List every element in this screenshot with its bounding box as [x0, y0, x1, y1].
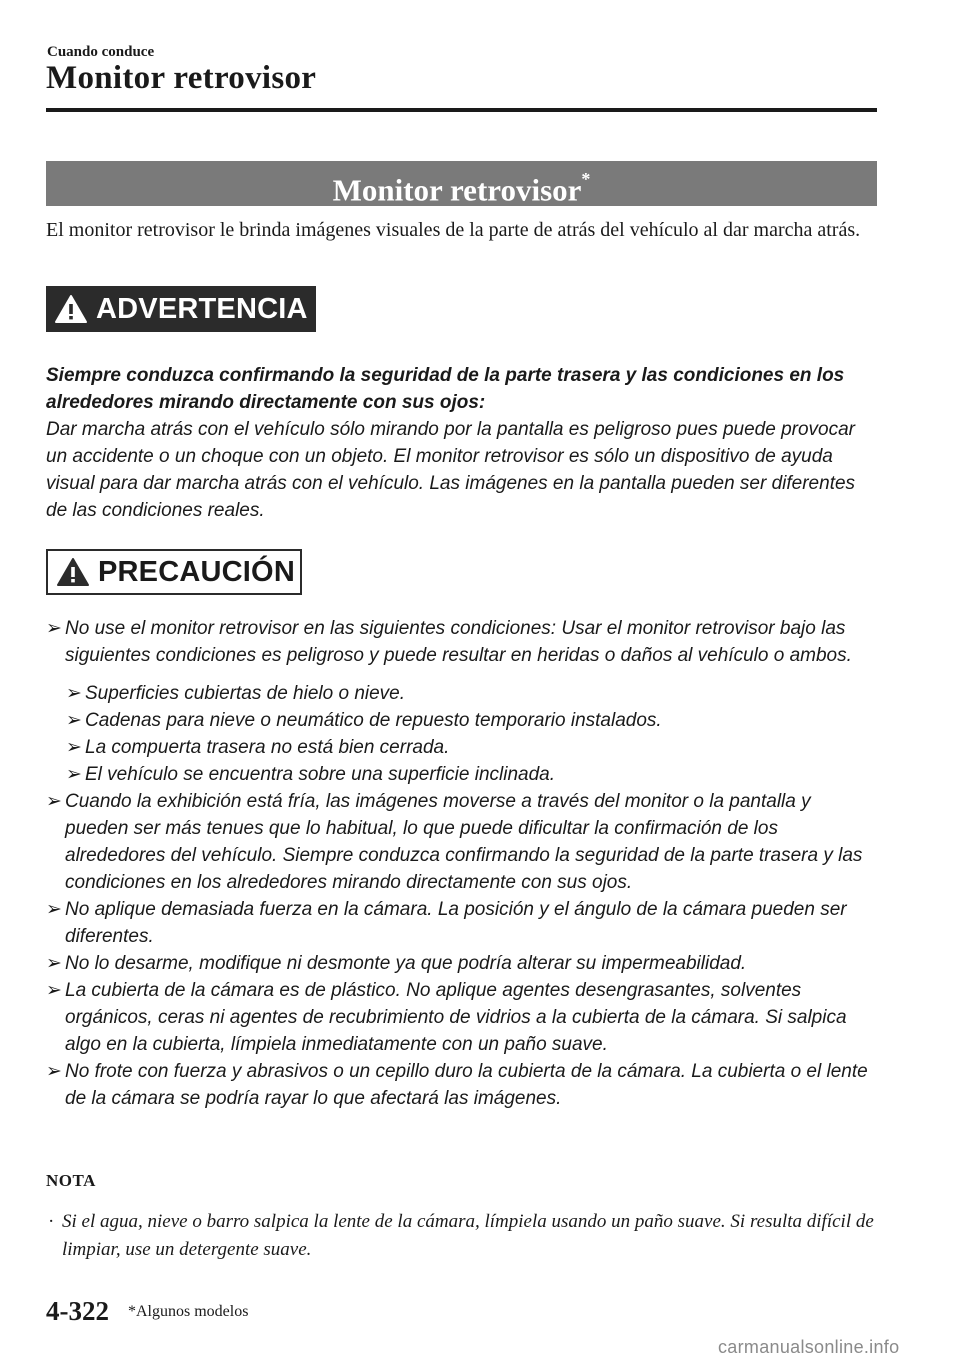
caution-item — [46, 615, 876, 669]
caution-item-text: No lo desarme, modifique ni desmonte ya que podría alterar su impermeabilidad. — [65, 953, 747, 974]
caution-item-text: No aplique demasiada fuerza en la cámara. La posición y el ángulo de la cámara pueden ser diferentes. — [65, 899, 847, 947]
spacer — [46, 669, 876, 680]
warning-label: ADVERTENCIA — [96, 292, 308, 325]
arrowhead-bullet-icon: ➢ — [46, 791, 62, 812]
caution-subitem-text: El vehículo se encuentra sobre una superficie inclinada. — [85, 764, 556, 785]
warning-banner — [46, 286, 316, 332]
caution-item — [46, 1058, 876, 1112]
caution-subitem — [66, 761, 876, 788]
warning-body: Dar marcha atrás con el vehículo sólo mirando por la pantalla es peligroso pues puede provocar un accidente o un choque con un objeto. El monitor retrovisor es sólo un dispositivo de ayuda visual para dar marcha atrás con el vehículo. Las imágenes en la pantalla pueden ser diferentes de las condiciones reales. — [46, 419, 856, 521]
arrowhead-bullet-icon: ➢ — [66, 764, 82, 785]
warning-text — [46, 362, 876, 524]
title-text: Monitor retrovisor — [332, 172, 582, 208]
caution-subitem — [66, 680, 876, 707]
title-marker: * — [581, 169, 591, 189]
intro-paragraph: El monitor retrovisor le brinda imágenes visuales de la parte de atrás del vehículo al dar marcha atrás. — [46, 219, 861, 241]
warning-triangle-icon — [54, 294, 88, 324]
watermark: carmanualsonline.info — [718, 1337, 900, 1357]
caution-subitem-text: Cadenas para nieve o neumático de repuesto temporario instalados. — [85, 710, 662, 731]
caution-item-text: Cuando la exhibición está fría, las imágenes moverse a través del monitor o la pantalla y pueden ser más tenues que lo habitual, lo que puede dificultar la confirmación de los alrededores del vehículo. Siempre conduzca confirmando la seguridad de la parte trasera y las condiciones en los alrededores mirando directamente con sus ojos. — [65, 791, 863, 893]
arrowhead-bullet-icon: ➢ — [46, 980, 62, 1001]
caution-subitem — [66, 707, 876, 734]
arrowhead-bullet-icon: ➢ — [66, 683, 82, 704]
caution-subitem-text: La compuerta trasera no está bien cerrada. — [85, 737, 450, 758]
header-rule — [46, 108, 877, 112]
caution-banner — [46, 549, 302, 595]
note-body: Si el agua, nieve o barro salpica la lente de la cámara, límpiela usando un paño suave. Si resulta difícil de limpiar, use un detergente suave. — [62, 1211, 874, 1260]
arrowhead-bullet-icon: ➢ — [66, 710, 82, 731]
caution-item-text: No use el monitor retrovisor en las siguientes condiciones: Usar el monitor retrovisor bajo las siguientes condiciones es peligroso y puede resultar en heridas o daños al vehículo o ambos. — [65, 618, 852, 666]
arrowhead-bullet-icon: ➢ — [46, 1061, 62, 1082]
caution-item — [46, 977, 876, 1058]
caution-item — [46, 950, 876, 977]
note-label: NOTA — [46, 1171, 96, 1190]
caution-label: PRECAUCIÓN — [98, 555, 295, 588]
caution-item — [46, 896, 876, 950]
caution-triangle-icon — [56, 557, 90, 587]
page-number: 4-322 — [46, 1296, 109, 1326]
caution-subitem-text: Superficies cubiertas de hielo o nieve. — [85, 683, 406, 704]
chapter-title: Monitor retrovisor — [46, 60, 317, 96]
footnote: *Algunos modelos — [128, 1303, 249, 1320]
arrowhead-bullet-icon: ➢ — [46, 899, 62, 920]
warning-heading: Siempre conduzca confirmando la seguridad de la parte trasera y las condiciones en los alrededores mirando directamente con sus ojos: — [46, 365, 845, 413]
caution-subitem — [66, 734, 876, 761]
caution-list — [46, 615, 876, 1112]
caution-item-text: La cubierta de la cámara es de plástico. No aplique agentes desengrasantes, solventes orgánicos, ceras ni agentes de recubrimiento de vidrios a la cubierta de la cámara. Si salpica algo en la cubierta, límpiela inmediatamente con un paño suave. — [65, 980, 847, 1055]
section-label: Cuando conduce — [47, 44, 155, 60]
arrowhead-bullet-icon: ➢ — [66, 737, 82, 758]
caution-item-text: No frote con fuerza y abrasivos o un cepillo duro la cubierta de la cámara. La cubierta o el lente de la cámara se podría rayar lo que afectará las imágenes. — [65, 1061, 868, 1109]
title-band — [46, 161, 877, 206]
dot-bullet-icon: · — [48, 1211, 55, 1232]
arrowhead-bullet-icon: ➢ — [46, 953, 62, 974]
note-text — [48, 1208, 876, 1264]
caution-item — [46, 788, 876, 896]
arrowhead-bullet-icon: ➢ — [46, 618, 62, 639]
